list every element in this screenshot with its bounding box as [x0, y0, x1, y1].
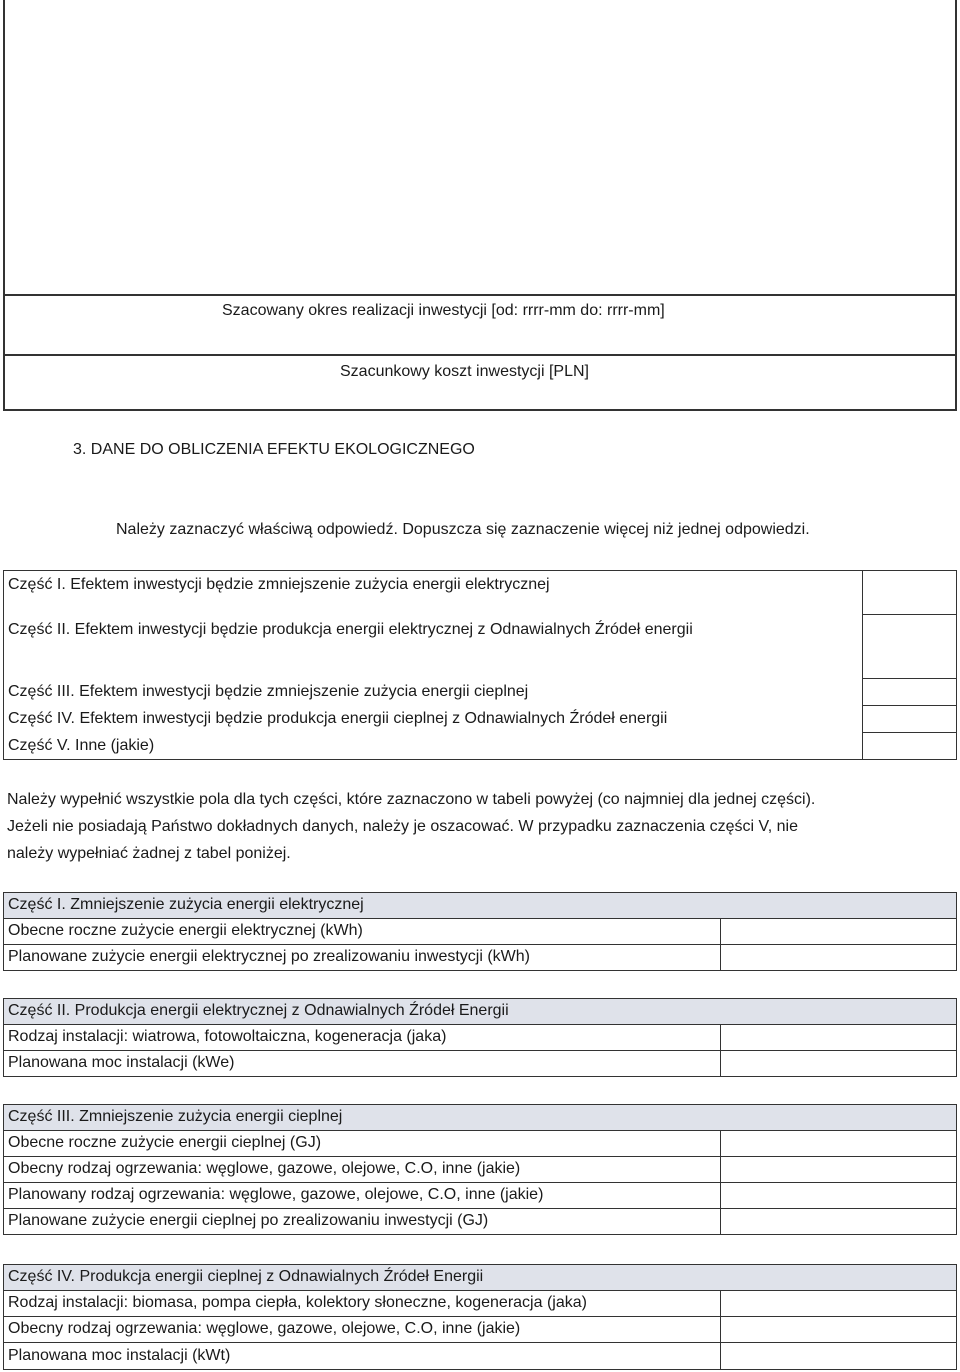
option-label-2: Część II. Efektem inwestycji będzie produkcja energii elektrycznej z Odnawialnych Źródeł energii — [8, 621, 693, 638]
part1-title: Część I. Zmniejszenie zużycia energii elektrycznej — [8, 896, 364, 913]
description-box[interactable] — [3, 0, 957, 296]
part4-title-row — [3, 1264, 957, 1291]
part3-row-3 — [3, 1182, 721, 1209]
part3-title: Część III. Zmniejszenie zużycia energii cieplnej — [8, 1108, 343, 1125]
part1-row-1 — [3, 918, 721, 945]
part3-row-1-label: Obecne roczne zużycie energii cieplnej (GJ) — [8, 1134, 322, 1151]
part4-row-2-input[interactable] — [720, 1316, 957, 1343]
part4-row-1 — [3, 1290, 721, 1317]
part4-row-2 — [3, 1316, 721, 1343]
section-heading: 3. DANE DO OBLICZENIA EFEKTU EKOLOGICZNEGO — [73, 441, 475, 458]
part1-row-2-input[interactable] — [720, 944, 957, 971]
part4-row-1-label: Rodzaj instalacji: biomasa, pompa ciepła, kolektory słoneczne, kogeneracja (jaka) — [8, 1294, 587, 1311]
part1-row-2-label: Planowane zużycie energii elektrycznej po zrealizowaniu inwestycji (kWh) — [8, 948, 530, 965]
part3-row-4-input[interactable] — [720, 1208, 957, 1235]
part2-title: Część II. Produkcja energii elektrycznej z Odnawialnych Źródeł Energii — [8, 1002, 509, 1019]
part3-row-1-input[interactable] — [720, 1130, 957, 1157]
part3-row-1 — [3, 1130, 721, 1157]
part4-row-3 — [3, 1342, 721, 1370]
option-label-3: Część III. Efektem inwestycji będzie zmniejszenie zużycia energii cieplnej — [8, 683, 529, 700]
part3-row-2-label: Obecny rodzaj ogrzewania: węglowe, gazowe, olejowe, C.O, inne (jakie) — [8, 1160, 521, 1177]
part3-row-3-label: Planowany rodzaj ogrzewania: węglowe, gazowe, olejowe, C.O, inne (jakie) — [8, 1186, 544, 1203]
part3-row-3-input[interactable] — [720, 1182, 957, 1209]
period-row — [3, 294, 957, 354]
part3-row-2 — [3, 1156, 721, 1183]
part2-row-1 — [3, 1024, 721, 1051]
section-instruction: Należy zaznaczyć właściwą odpowiedź. Dopuszcza się zaznaczenie więcej niż jednej odpowiedzi. — [116, 521, 810, 538]
options-table — [3, 570, 957, 760]
period-label: Szacowany okres realizacji inwestycji [od: rrrr-mm do: rrrr-mm] — [222, 302, 665, 319]
option-checkbox-5[interactable] — [862, 732, 957, 760]
part2-row-1-label: Rodzaj instalacji: wiatrowa, fotowoltaiczna, kogeneracja (jaka) — [8, 1028, 447, 1045]
part4-row-3-label: Planowana moc instalacji (kWt) — [8, 1347, 231, 1364]
option-checkbox-2[interactable] — [862, 614, 957, 679]
part1-row-2 — [3, 944, 721, 971]
part4-row-2-label: Obecny rodzaj ogrzewania: węglowe, gazowe, olejowe, C.O, inne (jakie) — [8, 1320, 521, 1337]
instruction-note: Należy wypełnić wszystkie pola dla tych części, które zaznaczono w tabeli powyżej (co najmniej dla jednej części). Jeżeli nie posiadają Państwo dokładnych danych, należy je oszacować. W przypadku zaznaczenia części V, nie należy wypełniać żadnej z tabel poniżej. — [7, 791, 816, 862]
part3-row-4 — [3, 1208, 721, 1235]
part3-title-row — [3, 1104, 957, 1131]
part2-row-2-label: Planowana moc instalacji (kWe) — [8, 1054, 235, 1071]
part3-row-4-label: Planowane zużycie energii cieplnej po zrealizowaniu inwestycji (GJ) — [8, 1212, 489, 1229]
cost-row — [3, 354, 957, 411]
cost-label: Szacunkowy koszt inwestycji [PLN] — [340, 363, 589, 380]
part2-row-2 — [3, 1050, 721, 1077]
option-checkbox-4[interactable] — [862, 705, 957, 733]
part2-title-row — [3, 998, 957, 1025]
part2-row-2-input[interactable] — [720, 1050, 957, 1077]
part1-row-1-label: Obecne roczne zużycie energii elektrycznej (kWh) — [8, 922, 363, 939]
option-label-4: Część IV. Efektem inwestycji będzie produkcja energii cieplnej z Odnawialnych Źródeł energii — [8, 710, 668, 727]
option-label-5: Część V. Inne (jakie) — [8, 737, 155, 754]
part1-title-row — [3, 892, 957, 919]
part1-row-1-input[interactable] — [720, 918, 957, 945]
part2-row-1-input[interactable] — [720, 1024, 957, 1051]
part4-row-3-input[interactable] — [720, 1342, 957, 1370]
option-checkbox-3[interactable] — [862, 678, 957, 706]
part4-row-1-input[interactable] — [720, 1290, 957, 1317]
option-label-1: Część I. Efektem inwestycji będzie zmniejszenie zużycia energii elektrycznej — [8, 576, 550, 593]
option-checkbox-1[interactable] — [862, 570, 957, 615]
part3-row-2-input[interactable] — [720, 1156, 957, 1183]
part4-title: Część IV. Produkcja energii cieplnej z Odnawialnych Źródeł Energii — [8, 1268, 484, 1285]
